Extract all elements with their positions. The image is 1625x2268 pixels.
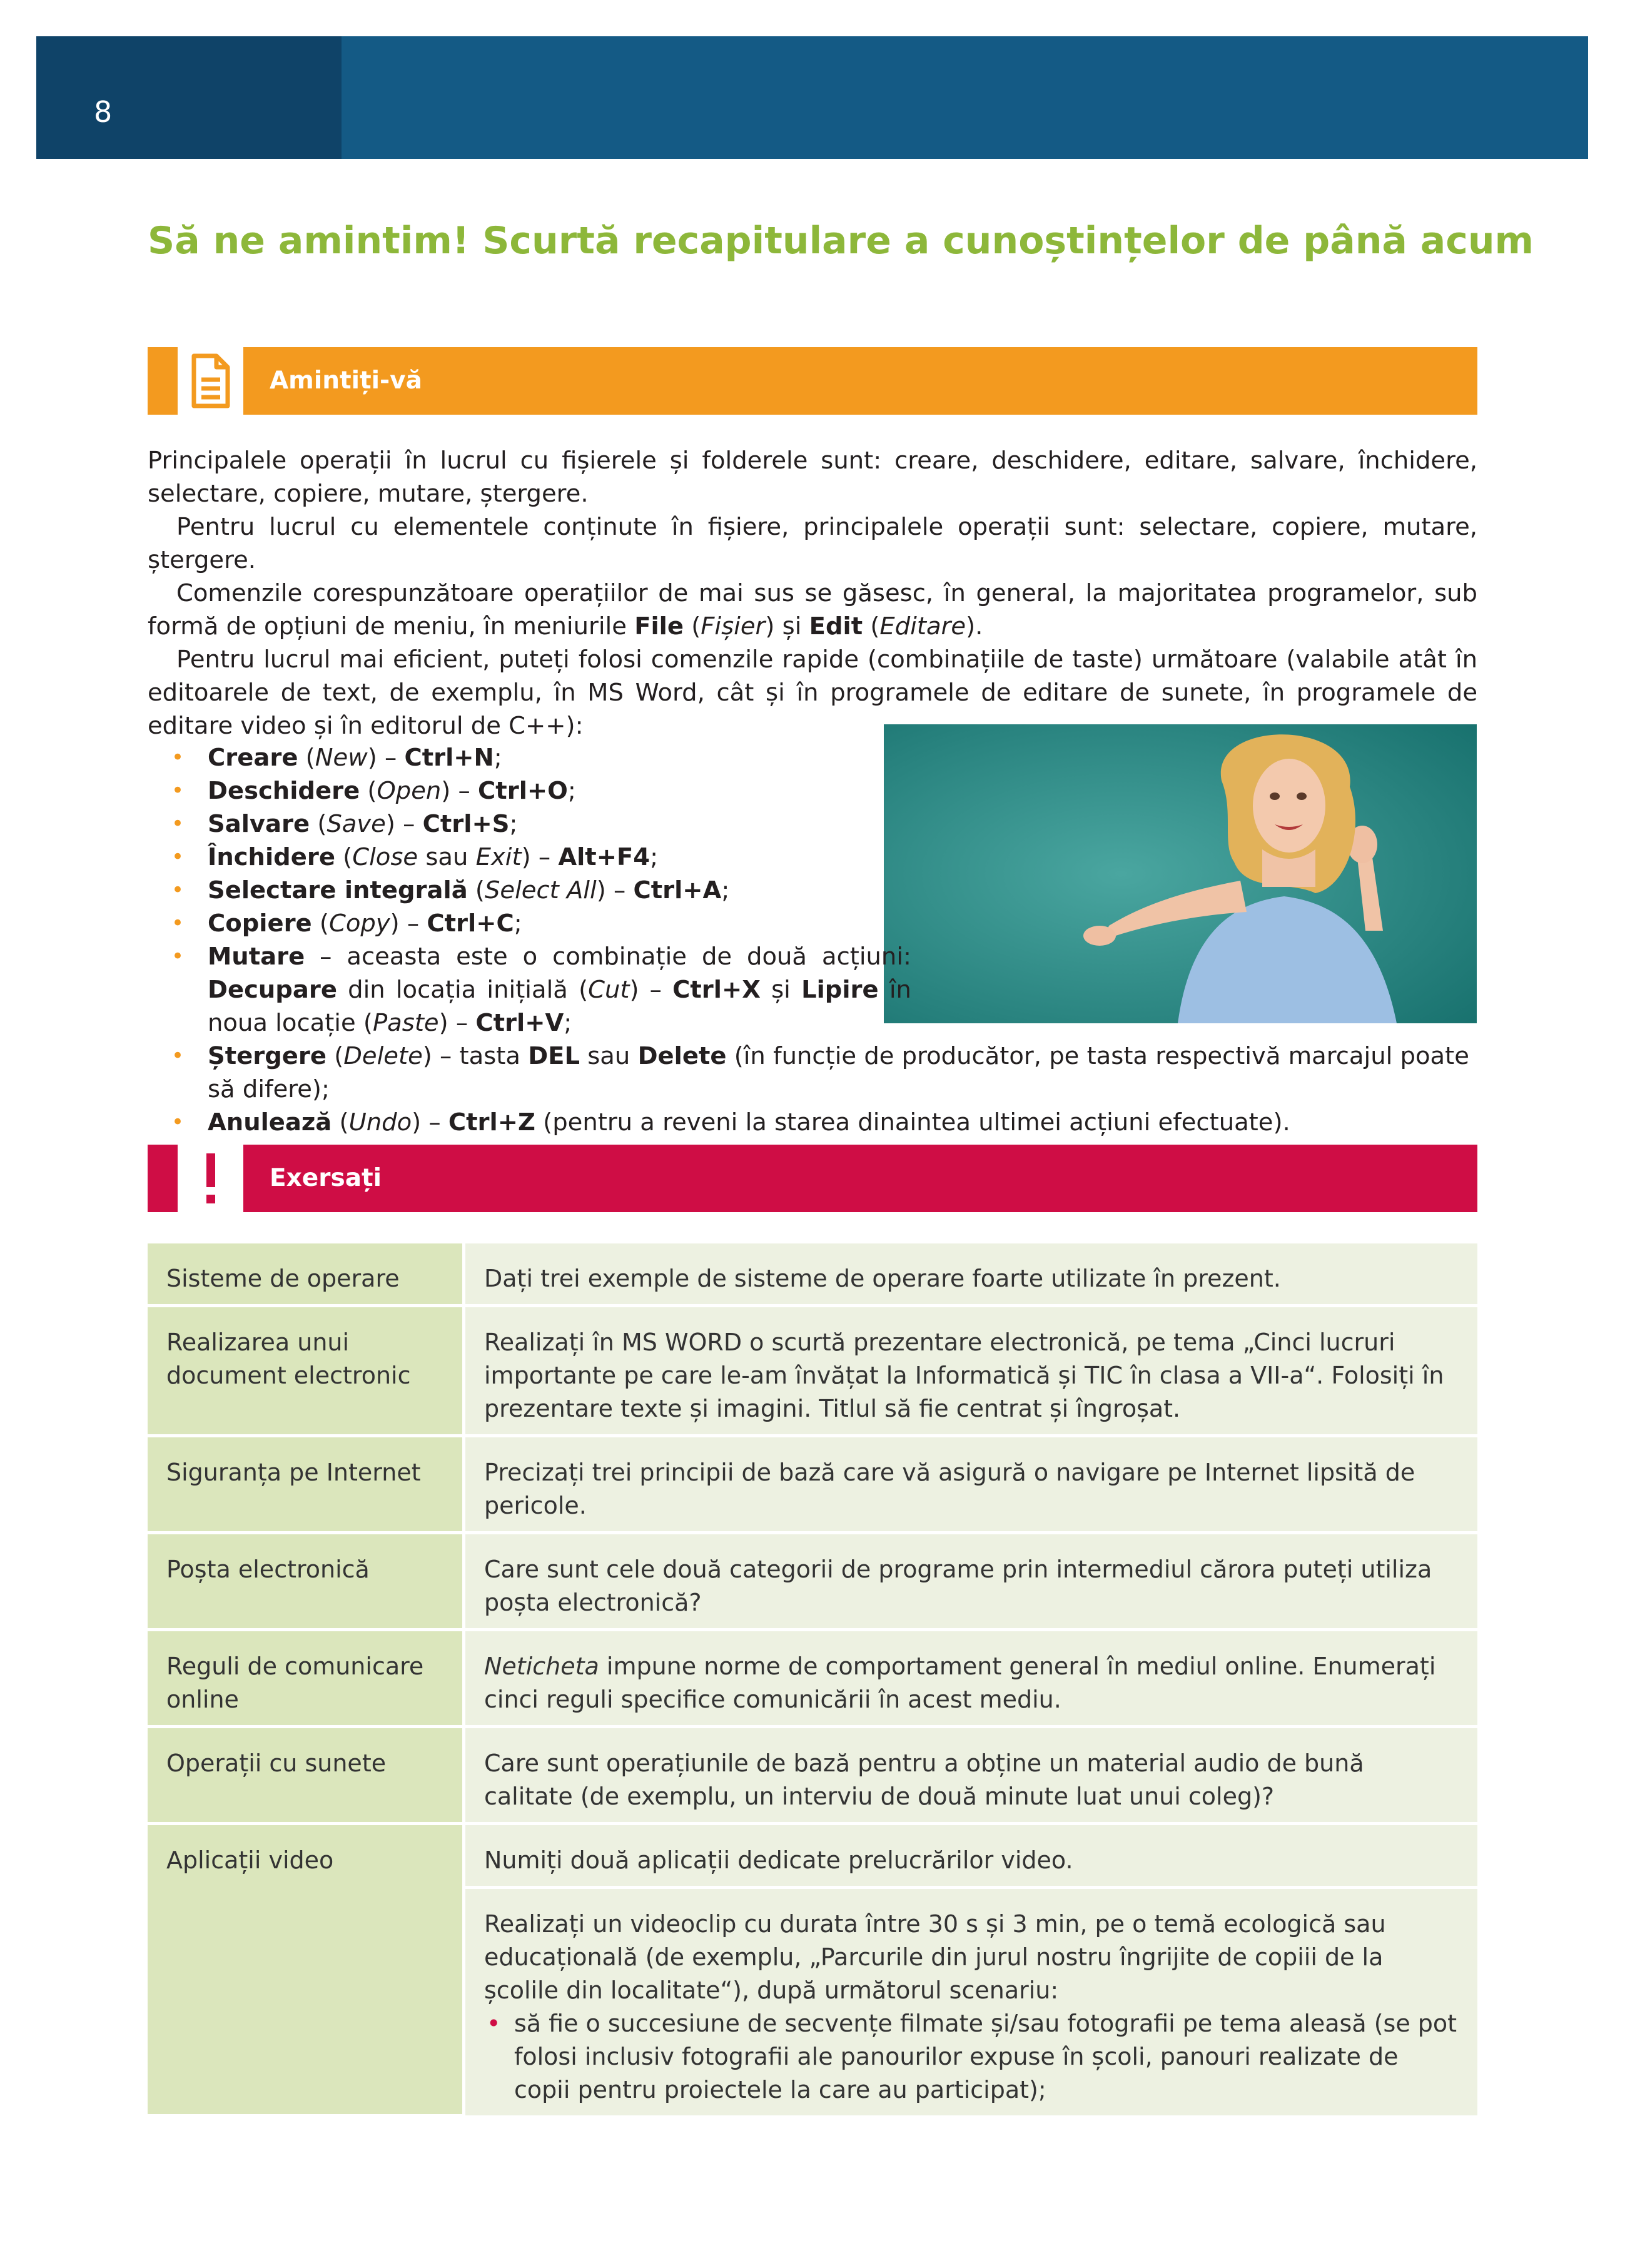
bar-main [243,1145,1477,1212]
task-cell: Dați trei exemple de sisteme de operare foarte utilizate în prezent. [464,1243,1478,1306]
page-number: 8 [94,95,113,129]
bar-icon-box [178,1145,243,1212]
topic-cell: Siguranța pe Internet [148,1436,464,1533]
task-cell: Precizați trei principii de bază care vă asigură o navigare pe Internet lipsită de pericole. [464,1436,1478,1533]
topic-cell: Poșta electronică [148,1533,464,1630]
section-bar-exercise [148,1145,1477,1212]
table-row [148,1533,1477,1630]
section-label-remember: Amintiți-vă [270,367,422,395]
table-row [148,1824,1477,1888]
task-text: Realizați un videoclip cu durata între 30 s și 3 min, pe o temă ecologică sau educațională (de exemplu, „Parcurile din jurul nostru îngrijite de copiii de la școlile din localitate“), după următorul scenariu: [484,1910,1386,2004]
task-cell [464,1888,1478,2116]
shortcut-item: • Ștergere (Delete) – tasta DEL sau Delete (în funcție de producător, pe tasta respectivă marcajul poate să difere); [148,1040,1477,1106]
shortcut-item: • Salvare (Save) – Ctrl+S; [148,807,1477,841]
shortcut-list [148,741,1477,1139]
section-bar-remember [148,347,1477,415]
shortcut-item: • Copiere (Copy) – Ctrl+C; [148,907,1477,940]
task-bullet: • să fie o succesiune de secvențe filmate și/sau fotografii pe tema aleasă (se pot folosi inclusiv fotografii ale panourilor expuse în școli, panouri realizate de copii pentru proiectele la care au participat); [484,2007,1459,2107]
paragraph-3: Comenzile corespunzătoare operațiilor de mai sus se găsesc, în general, la majoritatea programelor, sub formă de opțiuni de meniu, în meniurile File (Fișier) și Edit (Editare). [148,579,1477,640]
task-bullet-list [484,2007,1459,2107]
section-label-exercise: Exersați [270,1164,382,1192]
paragraph-2: Pentru lucrul cu elementele conținute în fișiere, principalele operații sunt: selectare, copiere, mutare, ștergere. [148,513,1477,574]
shortcut-item: • Anulează (Undo) – Ctrl+Z (pentru a reveni la starea dinaintea ultimei acțiuni efectuate). [148,1106,1477,1139]
topic-cell: Aplicații video [148,1824,464,2116]
task-cell: Care sunt cele două categorii de programe prin intermediul cărora puteți utiliza poșta electronică? [464,1533,1478,1630]
bar-main [243,347,1477,415]
header-page-tab [36,36,342,159]
table-row [148,1630,1477,1727]
exclamation-icon [178,1145,243,1212]
bar-stub [148,1145,178,1212]
shortcut-item: • Închidere (Close sau Exit) – Alt+F4; [148,841,1477,874]
table-row [148,1436,1477,1533]
task-cell: Numiți două aplicații dedicate prelucrărilor video. [464,1824,1478,1888]
task-cell: Neticheta impune norme de comportament general în mediul online. Enumerați cinci reguli specifice comunicării în acest mediu. [464,1630,1478,1727]
task-cell: Care sunt operațiunile de bază pentru a obține un material audio de bună calitate (de exemplu, un interviu de două minute luat unui coleg)? [464,1727,1478,1824]
topic-cell: Realizarea unui document electronic [148,1306,464,1436]
topic-cell: Sisteme de operare [148,1243,464,1306]
shortcut-item: • Selectare integrală (Select All) – Ctrl+A; [148,874,1477,907]
table-row [148,1243,1477,1306]
topic-cell: Reguli de comunicare online [148,1630,464,1727]
shortcut-item: • Mutare – aceasta este o combinație de două acțiuni: Decupare din locația inițială (Cut) – Ctrl+X și Lipire în noua locație (Paste) – Ctrl+V; [148,940,911,1040]
topic-cell: Operații cu sunete [148,1727,464,1824]
table-row [148,1306,1477,1436]
document-icon [178,347,243,415]
page-title: Să ne amintim! Scurtă recapitulare a cunoștințelor de până acum [148,219,1534,263]
paragraph-4: Pentru lucrul mai eficient, puteți folosi comenzile rapide (combinațiile de taste) următoare (valabile atât în editoarele de text, de exemplu, în MS Word, cât și în programele de editare de sunete, în programele de editare video și în editorul de C++): [148,645,1477,740]
shortcut-item: • Creare (New) – Ctrl+N; [148,741,1477,774]
shortcut-item: • Deschidere (Open) – Ctrl+O; [148,774,1477,807]
task-cell: Realizați în MS WORD o scurtă prezentare electronică, pe tema „Cinci lucruri importante pe care le-am învățat la Informatică și TIC în clasa a VII-a“. Folosiți în prezentare texte și imagini. Titlul să fie centrat și îngroșat. [464,1306,1478,1436]
paragraph-1: Principalele operații în lucrul cu fișierele și folderele sunt: creare, deschidere, editare, salvare, închidere, selectare, copiere, mutare, ștergere. [148,447,1477,508]
bar-icon-box [178,347,243,415]
remember-body [148,444,1477,676]
exercise-table [148,1243,1477,2117]
table-row [148,1727,1477,1824]
bar-stub [148,347,178,415]
